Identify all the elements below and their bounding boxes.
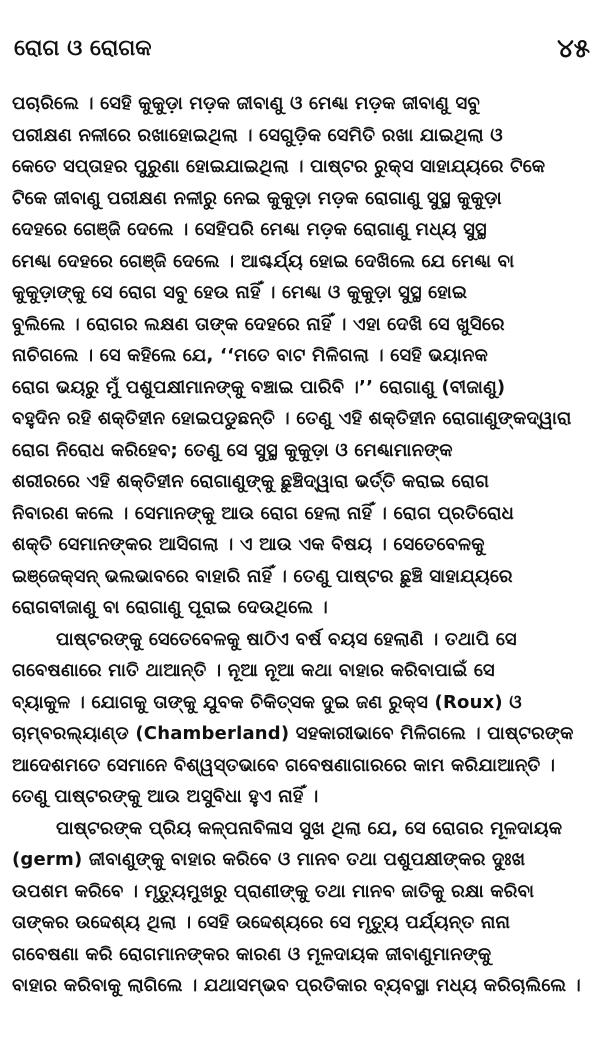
running-head: ରୋଗ ଓ ରୋଗକ: [14, 36, 152, 61]
text-line: ଆଦେଶମତେ ସେମାନେ ବିଶ୍ୱସ୍ତଭାବେ ଗବେଷଣାଗାରରେ କାମ କରିଯାଆନ୍ତି ।: [12, 754, 556, 776]
text-line: ବାହାର କରିବାକୁ ଲାଗିଲେ । ଯଥାସମ୍ଭବ ପ୍ରତିକାର ବ୍ୟବସ୍ଥା ମଧ୍ୟ କରିଚାଲିଲେ ।: [12, 975, 581, 996]
text-line: ପରୀକ୍ଷଣ ନଳୀରେ ରଖାହୋଇଥିଲା । ସେଗୁଡ଼ିକ ସେମିତି ରଖା ଯାଇଥିଲା ଓ: [12, 124, 503, 146]
text-line: ରୋଗବୀଜାଣୁ ବା ରୋଗାଣୁ ପୂରାଇ ଦେଉଥିଲେ ।: [12, 597, 328, 618]
text-line: ଦେହରେ ଗେଞ୍ଜି ଦେଲେ । ସେହିପରି ମେଣ୍ଢା ମଡ଼କ ରୋଗାଣୁ ମଧ୍ୟ ସୁସ୍ଥ: [12, 219, 487, 240]
text-line: କୁକୁଡ଼ାଙ୍କୁ ସେ ରୋଗ ସବୁ ହେଉ ନାହିଁ । ମେଣ୍ଢା ଓ କୁକୁଡ଼ା ସୁସ୍ଥ ହୋଇ: [12, 282, 468, 303]
text-line: ଉପଶମ କରିବେ । ମୃତ୍ୟୁମୁଖରୁ ପ୍ରାଣୀଙ୍କୁ ତଥା ମାନବ ଜାତିକୁ ରକ୍ଷା କରିବା: [12, 880, 535, 902]
text-line: ରୋଗ ଭୟରୁ ମୁଁ ପଶୁପକ୍ଷୀମାନଙ୍କୁ ବଞ୍ଚାଇ ପାରିବି ।’’ ରୋଗାଣୁ (ବୀଜାଣୁ): [12, 376, 506, 398]
text-line: ତେଣୁ ପାଷ୍ଟରଙ୍କୁ ଆଉ ଅସୁବିଧା ହୁଏ ନାହିଁ ।: [12, 786, 319, 807]
text-line: (germ) ଜୀବାଣୁଙ୍କୁ ବାହାର କରିବେ ଓ ମାନବ ତଥା ପଶୁପକ୍ଷୀଙ୍କର ଦୁଃଖ: [12, 849, 526, 870]
text-line: ଚାମ୍ବରଲ୍ୟାଣ୍ଡ (Chamberland) ସହକାରୀଭାବେ ମିଳିଗଲେ । ପାଷ୍ଟରଙ୍କ: [12, 723, 574, 744]
text-line: ବୁଲିଲେ । ରୋଗର ଲକ୍ଷଣ ତାଙ୍କ ଦେହରେ ନାହିଁ । ଏହା ଦେଖି ସେ ଖୁସିରେ: [12, 313, 505, 335]
text-line: ଟିକେ ଜୀବାଣୁ ପରୀକ୍ଷଣ ନଳୀରୁ ନେଇ କୁକୁଡ଼ା ମଡ଼କ ରୋଗାଣୁ ସୁସ୍ଥ କୁକୁଡ଼ା: [12, 187, 502, 209]
paragraph-start-line: ପାଷ୍ଟରଙ୍କୁ ସେତେବେଳକୁ ଷାଠିଏ ବର୍ଷ ବୟସ ହେଲାଣି । ତଥାପି ସେ: [56, 628, 517, 650]
text-line: ପଚାରିଲେ । ସେହି କୁକୁଡ଼ା ମଡ଼କ ଜୀବାଣୁ ଓ ମେଣ୍ଢା ମଡ଼କ ଜୀବାଣୁ ସବୁ: [12, 93, 480, 114]
paragraph-start-line: ପାଷ୍ଟରଙ୍କ ପ୍ରିୟ କଳ୍ପନାବିଳାସ ସୁଖ ଥିଲା ଯେ, ସେ ରୋଗର ମୂଳଦାୟକ: [56, 817, 563, 839]
text-line: କେତେ ସପ୍ତାହର ପୁରୁଣା ହୋଇଯାଇଥିଲା । ପାଷ୍ଟର ରୁକ୍ସ ସାହାଯ୍ୟରେ ଟିକେ: [12, 156, 546, 177]
text-line: ନାଚିଗଲେ । ସେ କହିଲେ ଯେ, ‘‘ମତେ ବାଟ ମିଳିଗଲା । ସେହି ଭୟାନକ: [12, 345, 489, 366]
text-line: ଇଞ୍ଜେକ୍ସନ୍ ଭଲଭାବରେ ବାହାରି ନାହିଁ । ତେଣୁ ପାଷ୍ଟର ଛୁଞ୍ଚି ସାହାଯ୍ୟରେ: [12, 565, 513, 587]
page-header: [14, 34, 590, 74]
text-line: ତାଙ୍କର ଉଦ୍ଦେଶ୍ୟ ଥିଲା । ସେହି ଉଦ୍ଦେଶ୍ୟରେ ସେ ମୃତ୍ୟୁ ପର୍ଯ୍ୟନ୍ତ ନାନା: [12, 912, 511, 933]
text-line: ରୋଗ ନିରୋଧ କରିହେବ; ତେଣୁ ସେ ସୁସ୍ଥ କୁକୁଡ଼ା ଓ ମେଣ୍ଢାମାନଙ୍କ: [12, 439, 453, 461]
text-line: ଶରୀରରେ ଏହି ଶକ୍ତିହୀନ ରୋଗାଣୁଙ୍କୁ ଛୁଞ୍ଚିଦ୍ୱାରା ଭର୍ତ୍ତି କରାଇ ରୋଗ: [12, 471, 490, 492]
page-number: ୪୫: [557, 34, 590, 64]
text-line: ଶକ୍ତି ସେମାନଙ୍କର ଆସିଗଲା । ଏ ଆଉ ଏକ ବିଷୟ । ସେତେବେଳକୁ: [12, 534, 485, 555]
text-line: ମେଣ୍ଢା ଦେହରେ ଗେଞ୍ଜି ଦେଲେ । ଆଶ୍ଚର୍ଯ୍ୟ ହୋଇ ଦେଖିଲେ ଯେ ମେଣ୍ଢା ବା: [12, 250, 515, 272]
body-text: [12, 88, 590, 1002]
text-line: ବହୁଦିନ ରହି ଶକ୍ତିହୀନ ହୋଇପଡୁଛନ୍ତି । ତେଣୁ ଏହି ଶକ୍ତିହୀନ ରୋଗାଣୁଙ୍କଦ୍ୱାରା: [12, 408, 572, 429]
text-line: ଗବେଷଣାରେ ମାତି ଥାଆନ୍ତି । ନୂଆ ନୂଆ କଥା ବାହାର କରିବାପାଇଁ ସେ: [12, 660, 495, 681]
text-line: ବ୍ୟାକୁଳ । ଯୋଗକୁ ତାଙ୍କୁ ଯୁବକ ଚିକିତ୍ସକ ଦୁଇ ଜଣ ରୁକ୍ସ (Roux) ଓ: [12, 691, 522, 713]
text-line: ଗବେଷଣା କରି ରୋଗମାନଙ୍କର କାରଣ ଓ ମୂଳଦାୟକ ଜୀବାଣୁମାନଙ୍କୁ: [12, 943, 492, 965]
text-line: ନିବାରଣ କଲେ । ସେମାନଙ୍କୁ ଆଉ ରୋଗ ହେଲା ନାହିଁ । ରୋଗ ପ୍ରତିରୋଧ: [12, 502, 515, 524]
